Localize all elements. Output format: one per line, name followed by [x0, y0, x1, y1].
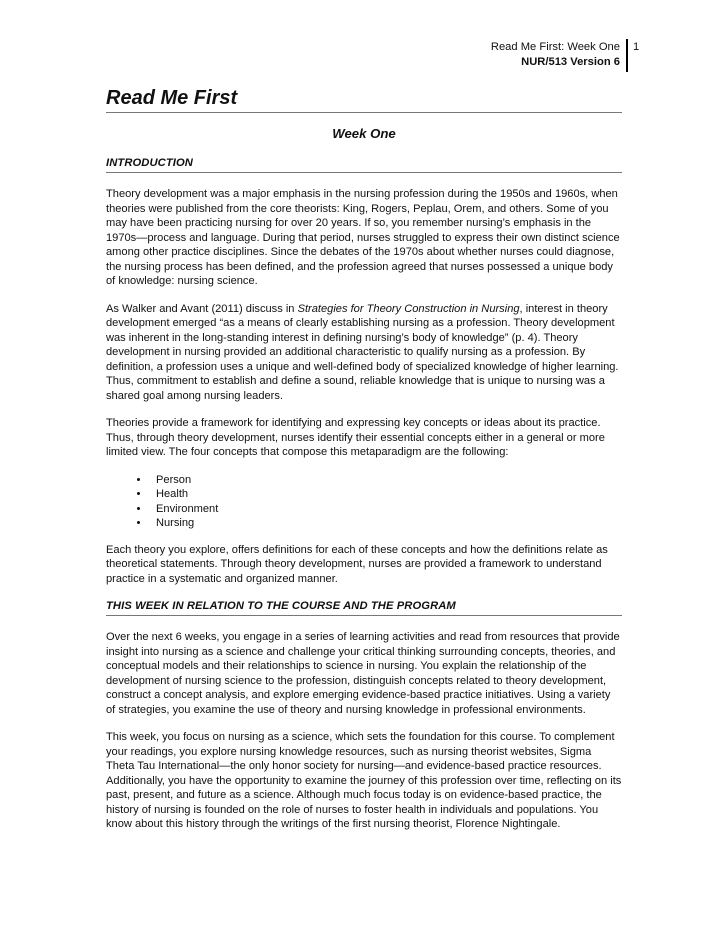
course-relation-heading: THIS WEEK IN RELATION TO THE COURSE AND THE PROGRAM — [106, 599, 622, 616]
course-relation-paragraph-2: This week, you focus on nursing as a science, which sets the foundation for this course. To complement your readings, you explore nursing knowledge resources, such as nursing theorist websites, Sigma Theta Tau International—the only honor society for nursing—and evidence-based practice resources. Additionally, you have the opportunity to examine the journey of this profession over time, reflecting on its past, present, and future as a science. Although much focus today is on evidence-based practice, the history of nursing is founded on the role of nurses to foster health in individuals and populations. You know about this history through the writings of the first nursing theorist, Florence Nightingale. — [106, 731, 622, 830]
introduction-paragraph-2 — [106, 302, 622, 404]
paragraph-text: As Walker and Avant (2011) discuss in — [106, 302, 298, 315]
metaparadigm-list — [106, 473, 622, 531]
document-body — [106, 86, 622, 845]
list-item: • Environment — [150, 502, 622, 517]
list-item: • Person — [150, 473, 622, 488]
header-title: Read Me First: Week One — [490, 41, 620, 53]
introduction-paragraph-3: Theories provide a framework for identifying and expressing key concepts or ideas about its practice. Thus, through theory development, nurses identify their essential concepts either in a general or more limited view. The four concepts that compose this metaparadigm are the following: — [106, 417, 605, 458]
week-subtitle: Week One — [332, 126, 396, 141]
header-divider — [626, 39, 628, 72]
page-number: 1 — [633, 41, 640, 53]
introduction-paragraph-4: Each theory you explore, offers definitions for each of these concepts and how the definitions relate as theoretical statements. Through theory development, nurses are provided a framework to understand practice in a systematic and organized manner. — [106, 543, 608, 585]
header-version: NUR/513 Version 6 — [521, 56, 620, 68]
list-item: • Health — [150, 487, 622, 502]
paragraph-text: , interest in theory development emerged “as a means of clearly establishing nursing as a profession. Theory development was inherent in the long-standing interest in defining nursing’s body of knowledge” (p. 4). Theory development in nursing provided an additional characteristic to qualify nursing as a profession. By definition, a profession uses a unique and well-defined body of specialized knowledge of higher learning. Thus, commitment to establish and define a sound, reliable knowledge that is unique to nursing was a shared goal among nursing leaders. — [106, 302, 619, 402]
course-relation-paragraph-1: Over the next 6 weeks, you engage in a series of learning activities and read from resources that provide insight into nursing as a science and challenge your critical thinking surrounding concepts, theories, and conceptual models and their relationships to science in nursing. You explain the relationship of the development of nursing science to the profession, distinguish concepts related to theory development, construct a concept analysis, and explore emerging evidence-based practice initiatives. Using a variety of strategies, you examine the use of theory and nursing knowledge in professional environments. — [106, 631, 620, 716]
book-title: Strategies for Theory Construction in Nursing — [297, 302, 520, 315]
running-header — [400, 40, 620, 70]
introduction-paragraph-1: Theory development was a major emphasis in the nursing profession during the 1950s and 1960s, when theories were published from the core theorists: King, Rogers, Peplau, Orem, and others. Some of you may have been practicing nursing for over 20 years. If so, you remember nursing’s emphasis in the 1970s—process and language. During that period, nurses struggled to express their own distinct science among other practice disciplines. Since the debates of the 1970s about whether nurses could diagnose, the nursing process has been defined, and the profession agreed that nurses possessed a unique body of knowledge: nursing science. — [106, 188, 620, 287]
introduction-heading: INTRODUCTION — [106, 156, 622, 173]
list-item: • Nursing — [150, 516, 622, 531]
document-title: Read Me First — [106, 86, 622, 113]
